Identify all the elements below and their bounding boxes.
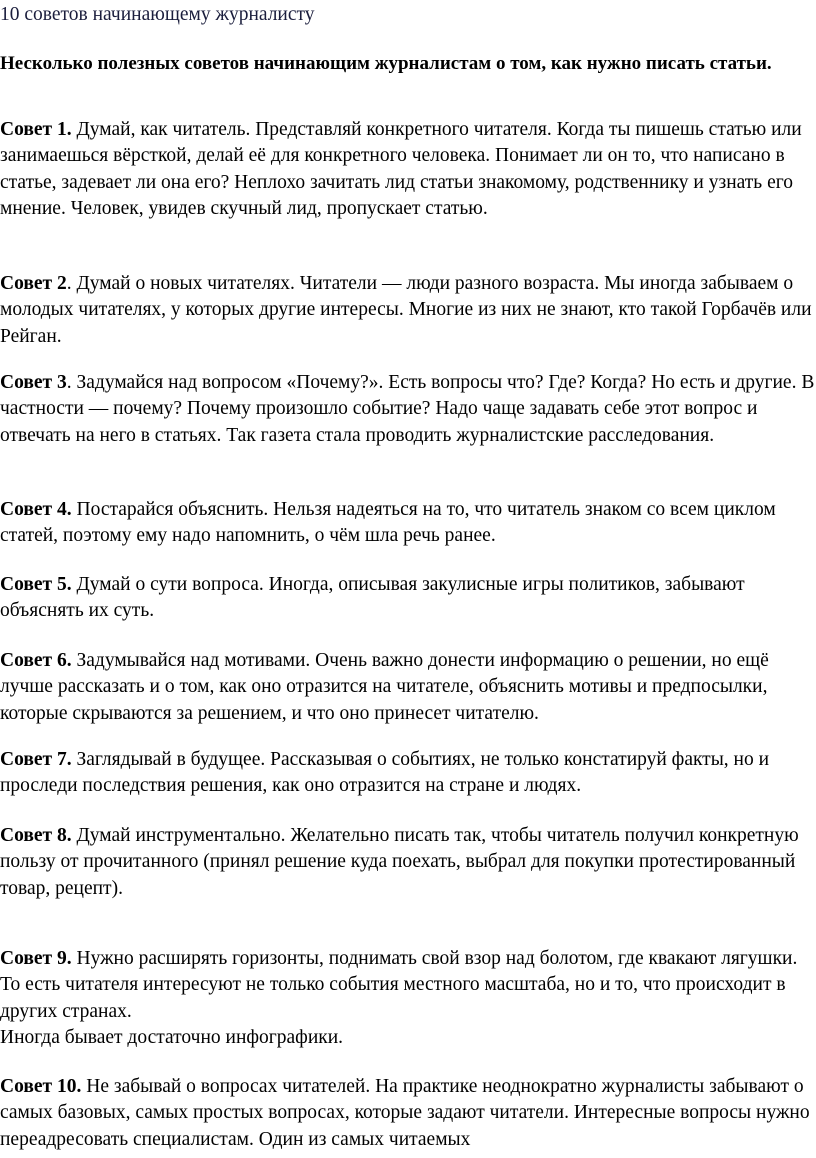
- tip-9: [0, 946, 816, 1051]
- document-title: 10 советов начинающему журналисту: [0, 4, 315, 25]
- tip-label: Совет 2: [0, 273, 67, 294]
- tip-text: Постарайся объяснить. Нельзя надеяться на то, что читатель знаком со всем циклом статей, поэтому ему надо напомнить, о чём шла речь ранее.: [0, 499, 776, 547]
- tip-label: Совет 7.: [0, 749, 72, 770]
- tip-label: Совет 10.: [0, 1076, 82, 1097]
- tip-10: [0, 1074, 816, 1153]
- tip-3: [0, 370, 816, 449]
- tip-text: . Думай о новых читателях. Читатели — люди разного возраста. Мы иногда забываем о молодых читателях, у которых другие интересы. Многие из них не знают, кто такой Горбачёв или Рейган.: [0, 273, 812, 347]
- tip-text: Задумывайся над мотивами. Очень важно донести информацию о решении, но ещё лучше рассказать и о том, как оно отразится на читателе, объяснить мотивы и предпосылки, которые скрываются за решением, и что оно принесет читателю.: [0, 650, 769, 724]
- tip-2: [0, 271, 816, 350]
- tip-label: Совет 1.: [0, 119, 72, 140]
- tip-text: Не забывай о вопросах читателей. На практике неоднократно журналисты забывают о самых базовых, самых простых вопросах, которые задают читатели. Интересные вопросы нужно переадресовать специалистам. Один из самых читаемых: [0, 1076, 810, 1150]
- tip-text: Думай о сути вопроса. Иногда, описывая закулисные игры политиков, забывают объяснять их суть.: [0, 574, 745, 622]
- tip-text: Заглядывай в будущее. Рассказывая о событиях, не только констатируй факты, но и проследи последствия решения, как оно отразится на стране и людях.: [0, 749, 770, 797]
- tip-4: [0, 497, 816, 550]
- document-subtitle: Несколько полезных советов начинающим журналистам о том, как нужно писать статьи.: [0, 53, 772, 74]
- tip-text: Думай инструментально. Желательно писать так, чтобы читатель получил конкретную пользу от прочитанного (принял решение куда поехать, выбрал для покупки протестированный товар, рецепт).: [0, 825, 799, 899]
- tip-label: Совет 4.: [0, 499, 72, 520]
- tip-1: [0, 117, 816, 222]
- tip-text: Нужно расширять горизонты, поднимать свой взор над болотом, где квакают лягушки. То есть читателя интересуют не только события местного масштаба, но и то, что происходит в других странах.: [0, 948, 798, 1022]
- tip-extra-text: Иногда бывает достаточно инфографики.: [0, 1026, 344, 1048]
- tip-label: Совет 6.: [0, 650, 72, 671]
- tip-text: Думай, как читатель. Представляй конкретного читателя. Когда ты пишешь статью или занимаешься вёрсткой, делай её для конкретного человека. Понимает ли он то, что написано в статье, задевает ли она его? Неплохо зачитать лид статьи знакомому, родственнику и узнать его мнение. Человек, увидев скучный лид, пропускает статью.: [0, 119, 802, 219]
- tip-8: [0, 823, 816, 902]
- tip-text: . Задумайся над вопросом «Почему?». Есть вопросы что? Где? Когда? Но есть и другие. В частности — почему? Почему произошло событие? Надо чаще задавать себе этот вопрос и отвечать на него в статьях. Так газета стала проводить журналистские расследования.: [0, 372, 815, 446]
- tip-6: [0, 648, 816, 727]
- tip-label: Совет 8.: [0, 825, 72, 846]
- tip-label: Совет 5.: [0, 574, 72, 595]
- tip-label: Совет 9.: [0, 948, 72, 969]
- tip-7: [0, 747, 816, 800]
- tip-label: Совет 3: [0, 372, 67, 393]
- tip-5: [0, 572, 816, 625]
